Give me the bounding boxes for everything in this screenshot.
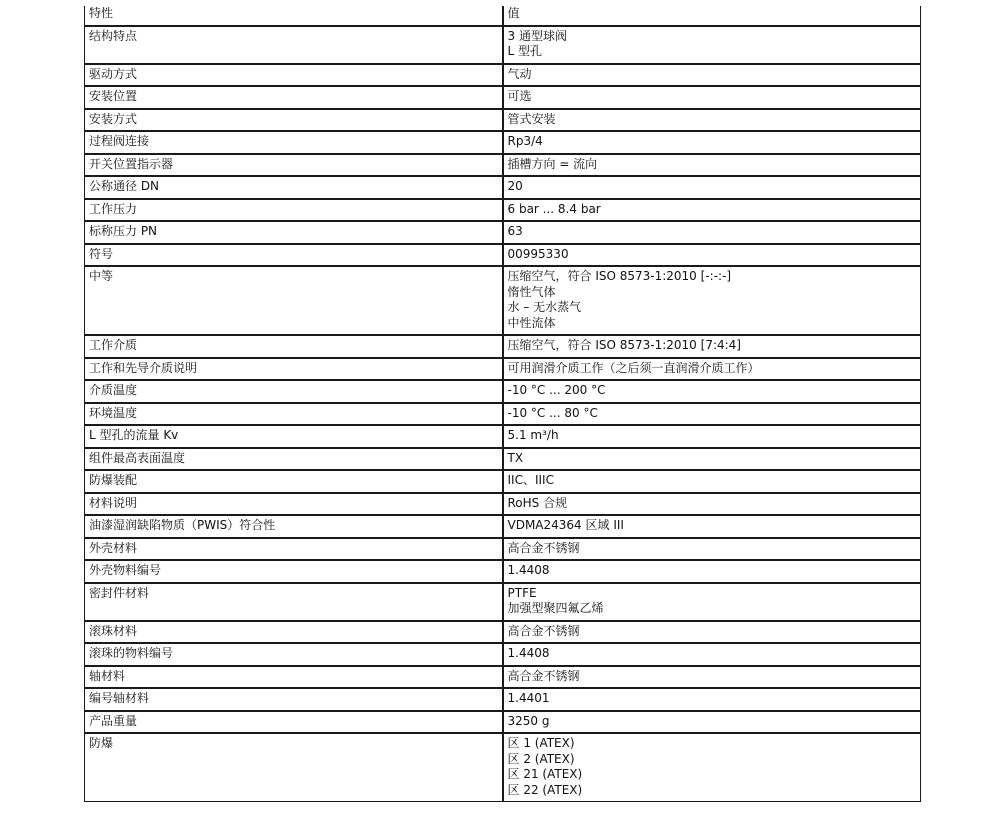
property-name-cell: 环境温度 <box>85 403 503 426</box>
property-name-cell: 滚珠的物料编号 <box>85 643 503 666</box>
table-row <box>85 64 921 87</box>
value-line: 区 22 (ATEX) <box>507 782 583 797</box>
property-value-cell <box>503 26 921 64</box>
value-line: 3250 g <box>507 713 550 728</box>
property-name-cell: 开关位置指示器 <box>85 154 503 177</box>
property-name-cell: L 型孔的流量 Kv <box>85 425 503 448</box>
value-line: 区 2 (ATEX) <box>507 751 575 766</box>
value-line: -10 °C ... 80 °C <box>507 405 598 420</box>
property-name-cell: 防爆装配 <box>85 470 503 493</box>
table-row <box>85 380 921 403</box>
value-line: 气动 <box>507 66 532 81</box>
property-value-cell <box>503 493 921 516</box>
table-row <box>85 403 921 426</box>
property-name-cell: 标称压力 PN <box>85 221 503 244</box>
property-value-cell <box>503 131 921 154</box>
property-value-cell <box>503 199 921 222</box>
value-line: 区 21 (ATEX) <box>507 767 583 781</box>
table-row <box>85 176 921 199</box>
value-line: -10 °C ... 200 °C <box>507 383 606 397</box>
table-row <box>85 109 921 132</box>
property-value-cell <box>503 448 921 471</box>
value-line: 区 1 (ATEX) <box>507 736 575 750</box>
table-row <box>85 425 921 448</box>
property-name-cell: 结构特点 <box>85 26 503 64</box>
table-row <box>85 221 921 244</box>
property-value-cell <box>503 583 921 621</box>
value-line: 可选 <box>507 89 532 103</box>
table-header-row <box>85 6 921 26</box>
value-line: RoHS 合规 <box>507 495 568 510</box>
header-value-cell: 值 <box>503 6 921 26</box>
header-key-cell: 特性 <box>85 6 503 26</box>
property-name-cell: 中等 <box>85 266 503 335</box>
value-line: TX <box>507 450 524 465</box>
table-row <box>85 493 921 516</box>
value-line: 可用润滑介质工作（之后须一直润滑介质工作） <box>507 360 760 375</box>
property-value-cell <box>503 109 921 132</box>
table-row <box>85 666 921 689</box>
property-value-cell <box>503 425 921 448</box>
value-line: 压缩空气，符合 ISO 8573-1:2010 [-:-:-] <box>507 269 732 283</box>
property-value-cell <box>503 154 921 177</box>
value-line: 1.4408 <box>507 563 550 577</box>
value-line: PTFE <box>507 585 537 600</box>
value-line: 高合金不锈钢 <box>507 668 580 683</box>
table-row <box>85 515 921 538</box>
table-row <box>85 538 921 561</box>
property-name-cell: 工作压力 <box>85 199 503 222</box>
value-line: 1.4408 <box>507 646 550 660</box>
value-line: Rp3/4 <box>507 134 543 148</box>
table-row <box>85 266 921 335</box>
property-value-cell <box>503 86 921 109</box>
property-value-cell <box>503 403 921 426</box>
property-name-cell: 材料说明 <box>85 493 503 516</box>
property-value-cell <box>503 358 921 381</box>
table-row <box>85 131 921 154</box>
property-value-cell <box>503 688 921 711</box>
table-row <box>85 733 921 802</box>
property-name-cell: 产品重量 <box>85 711 503 734</box>
property-value-cell <box>503 470 921 493</box>
table-row <box>85 358 921 381</box>
property-value-cell <box>503 244 921 267</box>
property-name-cell: 组件最高表面温度 <box>85 448 503 471</box>
table-row <box>85 154 921 177</box>
table-row <box>85 470 921 493</box>
property-value-cell <box>503 643 921 666</box>
table-row <box>85 86 921 109</box>
value-line: 加强型聚四氟乙烯 <box>507 601 604 615</box>
table-row <box>85 199 921 222</box>
table-row <box>85 688 921 711</box>
table-row <box>85 643 921 666</box>
property-value-cell <box>503 335 921 358</box>
property-value-cell <box>503 380 921 403</box>
property-name-cell: 介质温度 <box>85 380 503 403</box>
value-line: 管式安装 <box>507 111 556 126</box>
property-value-cell <box>503 711 921 734</box>
property-name-cell: 安装方式 <box>85 109 503 132</box>
spec-table <box>84 6 921 802</box>
property-name-cell: 防爆 <box>85 733 503 802</box>
property-value-cell <box>503 538 921 561</box>
spec-table-body <box>85 6 921 802</box>
property-value-cell <box>503 621 921 644</box>
property-name-cell: 密封件材料 <box>85 583 503 621</box>
property-value-cell <box>503 515 921 538</box>
property-value-cell <box>503 733 921 802</box>
table-row <box>85 711 921 734</box>
table-row <box>85 335 921 358</box>
property-name-cell: 外壳物料编号 <box>85 560 503 583</box>
value-line: 惰性气体 <box>507 284 556 299</box>
property-name-cell: 过程阀连接 <box>85 131 503 154</box>
property-name-cell: 安装位置 <box>85 86 503 109</box>
property-name-cell: 轴材料 <box>85 666 503 689</box>
table-row <box>85 26 921 64</box>
property-name-cell: 符号 <box>85 244 503 267</box>
property-name-cell: 工作介质 <box>85 335 503 358</box>
property-value-cell <box>503 221 921 244</box>
table-row <box>85 448 921 471</box>
value-line: L 型孔 <box>507 44 543 58</box>
value-line: 20 <box>507 179 523 193</box>
table-row <box>85 244 921 267</box>
value-line: 00995330 <box>507 246 569 261</box>
value-line: 插槽方向 = 流向 <box>507 156 598 171</box>
property-name-cell: 外壳材料 <box>85 538 503 561</box>
table-row <box>85 621 921 644</box>
property-value-cell <box>503 266 921 335</box>
value-line: 中性流体 <box>507 315 556 330</box>
value-line: 水 – 无水蒸气 <box>507 300 582 314</box>
table-row <box>85 583 921 621</box>
table-row <box>85 560 921 583</box>
value-line: 3 通型球阀 <box>507 28 567 43</box>
value-line: 高合金不锈钢 <box>507 540 580 555</box>
property-name-cell: 油漆湿润缺陷物质（PWIS）符合性 <box>85 515 503 538</box>
property-value-cell <box>503 64 921 87</box>
value-line: 1.4401 <box>507 691 550 705</box>
value-line: 高合金不锈钢 <box>507 623 580 638</box>
value-line: VDMA24364 区域 III <box>507 518 624 532</box>
value-line: 5.1 m³/h <box>507 428 559 442</box>
property-value-cell <box>503 666 921 689</box>
property-value-cell <box>503 560 921 583</box>
property-name-cell: 编号轴材料 <box>85 688 503 711</box>
value-line: 63 <box>507 224 523 238</box>
value-line: 压缩空气，符合 ISO 8573-1:2010 [7:4:4] <box>507 338 741 352</box>
value-line: IIC、IIIC <box>507 473 554 487</box>
property-name-cell: 公称通径 DN <box>85 176 503 199</box>
property-name-cell: 工作和先导介质说明 <box>85 358 503 381</box>
value-line: 6 bar ... 8.4 bar <box>507 201 601 216</box>
property-value-cell <box>503 176 921 199</box>
property-name-cell: 驱动方式 <box>85 64 503 87</box>
property-name-cell: 滚珠材料 <box>85 621 503 644</box>
